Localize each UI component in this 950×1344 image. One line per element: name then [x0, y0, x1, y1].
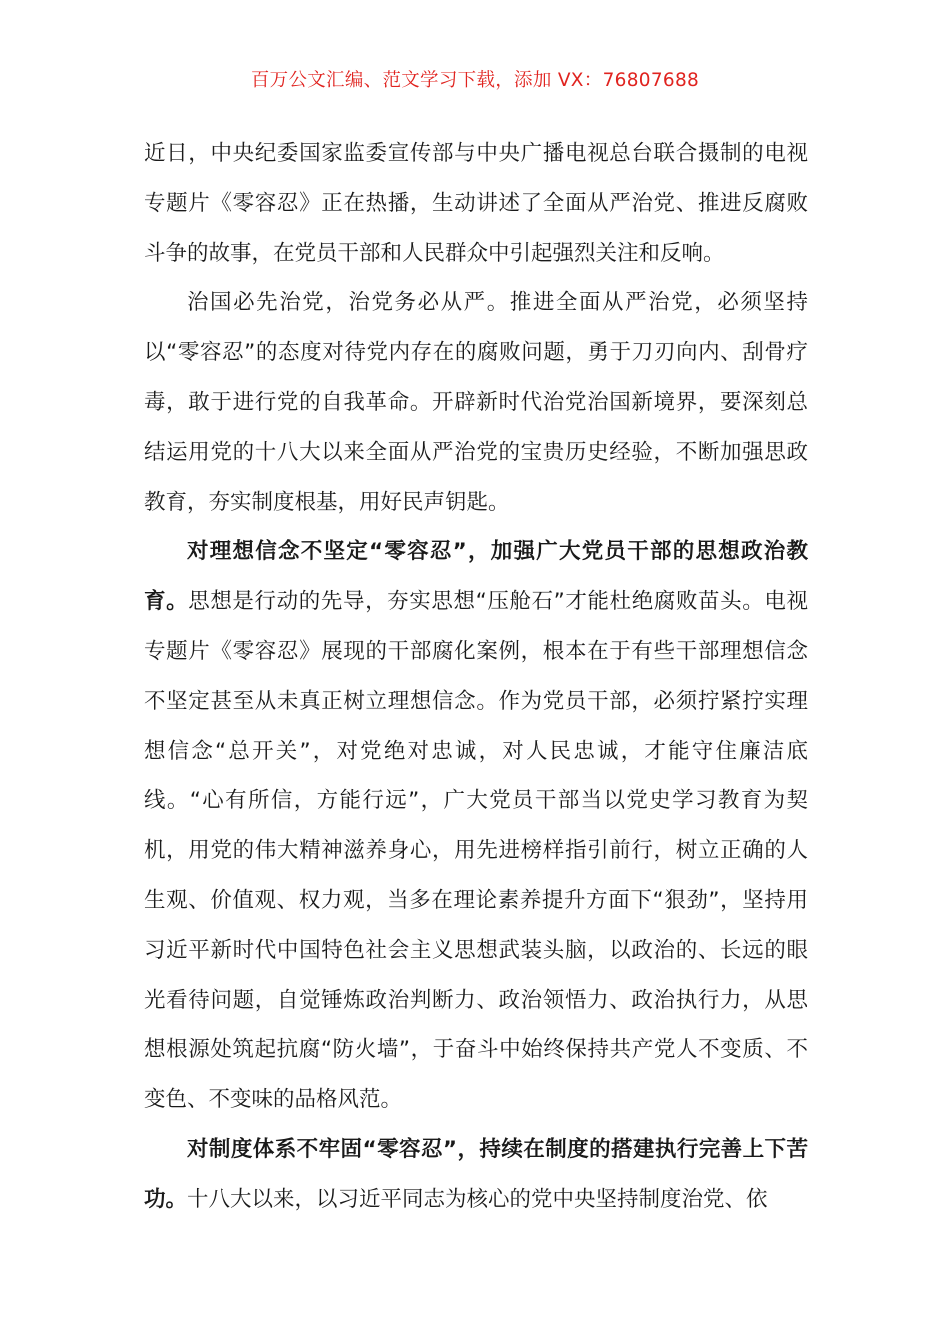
- paragraph-system-heading: 对制度体系不牢固“零容忍”，持续在制度的搭建执行完善上下苦功。: [144, 1136, 808, 1212]
- watermark-header: 百万公文汇编、范文学习下载，添加 VX：76807688: [250, 70, 700, 91]
- paragraph-intro-text: 近日，中央纪委国家监委宣传部与中央广播电视总台联合摄制的电视专题片《零容忍》正在热播，生动讲述了全面从严治党、推进反腐败斗争的故事，在党员干部和人民群众中引起强烈关注和反响。: [144, 141, 808, 266]
- paragraph-system-text: 十八大以来，以习近平同志为核心的党中央坚持制度治党、依: [187, 1186, 768, 1212]
- paragraph-ideals-text: 思想是行动的先导，夯实思想“压舱石”才能杜绝腐败苗头。电视专题片《零容忍》展现的干部腐化案例，根本在于有些干部理想信念不坚定甚至从未真正树立理想信念。作为党员干部，必须拧紧拧实理想信念“总开关”，对党绝对忠诚，对人民忠诚，才能守住廉洁底线。“心有所信，方能行远”，广大党员干部当以党史学习教育为契机，用党的伟大精神滋养身心，用先进榜样指引前行，树立正确的人生观、价值观、权力观，当多在理论素养提升方面下“狠劲”，坚持用习近平新时代中国特色社会主义思想武装头脑，以政治的、长远的眼光看待问题，自觉锤炼政治判断力、政治领悟力、政治执行力，从思想根源处筑起抗腐“防火墙”，于奋斗中始终保持共产党人不变质、不变色、不变味的品格风范。: [144, 589, 808, 1113]
- paragraph-principle-text: 治国必先治党，治党务必从严。推进全面从严治党，必须坚持以“零容忍”的态度对待党内存在的腐败问题，勇于刀刃向内、刮骨疗毒，敢于进行党的自我革命。开辟新时代治党治国新境界，要深刻总结运用党的十八大以来全面从严治党的宝贵历史经验，不断加强思政教育，夯实制度根基，用好民声钥匙。: [144, 290, 808, 515]
- document-body: [144, 129, 808, 1225]
- paragraph-intro: [144, 129, 808, 278]
- paragraph-principle: [144, 278, 808, 527]
- paragraph-ideals-heading: 对理想信念不坚定“零容忍”，加强广大党员干部的思想政治教育。: [144, 539, 808, 615]
- paragraph-system: [144, 1125, 808, 1225]
- paragraph-ideals: [144, 527, 808, 1125]
